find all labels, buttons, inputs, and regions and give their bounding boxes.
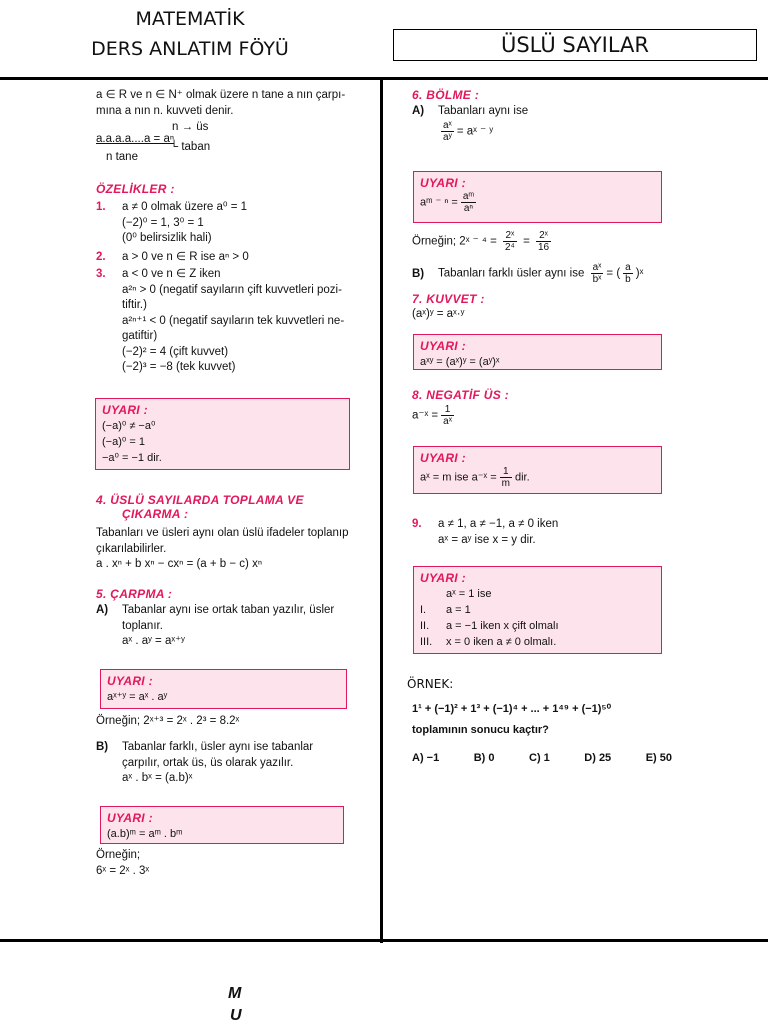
ornek-question-tail: toplamının sonucu kaçtır? xyxy=(412,724,549,736)
item-label: A) xyxy=(412,105,425,117)
fraction xyxy=(441,404,454,427)
warning-line: a = −1 iken x çift olmalı xyxy=(446,620,559,632)
warning-line: (−a)⁰ = 1 xyxy=(102,436,145,448)
section-6-title: 6. BÖLME : xyxy=(412,88,480,102)
formula-close: )ˣ xyxy=(635,267,644,280)
numerator: a xyxy=(625,262,631,273)
section-8-formula xyxy=(412,404,457,427)
diagram-base: └ taban xyxy=(170,141,211,153)
warning-box-2 xyxy=(100,669,347,709)
denominator: m xyxy=(501,478,510,489)
header-left xyxy=(0,4,380,64)
footer-letter: M xyxy=(228,985,242,1002)
body-line: Örneğin; xyxy=(96,849,141,861)
item-label: B) xyxy=(96,741,109,753)
warning-box-6 xyxy=(413,446,662,494)
item-label: A) xyxy=(96,604,109,616)
section-5a xyxy=(96,603,366,650)
property-3 xyxy=(96,267,366,376)
option-d: D) 25 xyxy=(584,752,612,764)
prop-line: (−2)³ = −8 (tek kuvvet) xyxy=(122,361,236,373)
body-line: Tabanları aynı ise xyxy=(438,105,529,117)
warning-title: UYARI : xyxy=(107,811,153,825)
formula-rhs: = aˣ ⁻ ʸ xyxy=(456,125,494,138)
property-1 xyxy=(96,200,366,247)
section-title-line: ÇIKARMA : xyxy=(122,507,189,521)
body-line: a . xⁿ + b xⁿ − cxⁿ = (a + b − c) xⁿ xyxy=(96,558,263,570)
body-line: Tabanlar aynı ise ortak taban yazılır, üsler xyxy=(122,604,335,616)
numerator: 2ˣ xyxy=(503,230,517,242)
example-3 xyxy=(412,230,554,253)
prop-number: 2. xyxy=(96,251,106,263)
section-5b xyxy=(96,740,366,787)
warning-line: (−a)⁰ ≠ −a⁰ xyxy=(102,420,156,432)
denominator: aⁿ xyxy=(463,203,474,214)
section-4-body xyxy=(96,526,366,573)
warning-line: aˣ = 1 ise xyxy=(446,588,492,600)
equals: = ( xyxy=(606,267,621,280)
formula-lhs: aˣ = m ise a⁻ˣ = xyxy=(420,471,497,484)
roman-numeral: I. xyxy=(420,604,427,616)
formula-lhs: Örneğin; 2ˣ ⁻ ⁴ = xyxy=(412,235,497,248)
fraction xyxy=(591,262,604,285)
body-line: aˣ . bˣ = (a.b)ˣ xyxy=(122,772,193,784)
prop-number: 1. xyxy=(96,201,106,213)
section-8-title: 8. NEGATİF ÜS : xyxy=(412,388,509,402)
option-a: A) −1 xyxy=(412,752,440,764)
fraction xyxy=(536,230,551,253)
denominator: b xyxy=(625,274,631,285)
warning-line: aˣ⁺ʸ = aˣ . aʸ xyxy=(107,691,168,703)
body-line: a ≠ 1, a ≠ −1, a ≠ 0 iken xyxy=(438,518,559,530)
prop-line: a²ⁿ > 0 (negatif sayıların çift kuvvetleri pozi- xyxy=(122,283,342,296)
equals: = xyxy=(523,235,530,248)
numerator: aˣ xyxy=(592,262,602,273)
body-line: çıkarılabilirler. xyxy=(96,542,167,555)
section-7-line: (aˣ)ʸ = aˣ·ʸ xyxy=(412,308,465,320)
denominator: aˣ xyxy=(443,416,452,427)
denominator: bˣ xyxy=(592,274,602,285)
warning-line: (a.b)ᵐ = aᵐ . bᵐ xyxy=(107,828,183,840)
warning-box-5 xyxy=(413,334,662,370)
option-e: E) 50 xyxy=(645,752,672,764)
section-6a-formula xyxy=(438,120,493,143)
warning-box-1 xyxy=(95,398,350,470)
property-2 xyxy=(96,250,366,266)
ornek-label: ÖRNEK: xyxy=(407,677,454,691)
prop-line: (−2)⁰ = 1, 3⁰ = 1 xyxy=(122,216,204,229)
warning-box-4 xyxy=(413,171,662,223)
warning-box-3 xyxy=(100,806,344,844)
body-line: toplanır. xyxy=(122,619,163,632)
body-line: Tabanları farklı üsler aynı ise xyxy=(438,267,585,280)
section-7-title: 7. KUVVET : xyxy=(412,292,485,306)
fraction xyxy=(461,191,476,214)
denominator: 16 xyxy=(537,242,550,253)
body-line: 6ˣ = 2ˣ . 3ˣ xyxy=(96,864,150,877)
warning-title: UYARI : xyxy=(420,571,466,585)
prop-line: (−2)² = 4 (çift kuvvet) xyxy=(122,345,229,358)
prop-line: a < 0 ve n ∈ Z iken xyxy=(122,268,221,280)
body-line: Tabanlar farklı, üsler aynı ise tabanlar xyxy=(122,741,314,753)
prop-line: a > 0 ve n ∈ R ise aⁿ > 0 xyxy=(122,251,249,263)
topic-box: ÜSLÜ SAYILAR xyxy=(393,29,757,61)
intro-line: mına a nın n. kuvveti denir. xyxy=(96,104,234,117)
denominator: aʸ xyxy=(443,132,452,143)
numerator: 1 xyxy=(441,404,454,416)
warning-line: x = 0 iken a ≠ 0 olmalı. xyxy=(446,636,557,648)
example-2 xyxy=(96,848,149,879)
denominator: 2⁴ xyxy=(505,242,515,253)
section-6a xyxy=(412,104,528,120)
fraction xyxy=(503,230,517,253)
diagram-arrow: n → üs xyxy=(172,121,209,133)
warning-title: UYARI : xyxy=(420,339,466,353)
footer-mark xyxy=(228,983,242,1027)
body-line: aˣ . aʸ = aˣ⁺ʸ xyxy=(122,635,185,647)
formula-rhs: dir. xyxy=(514,471,530,484)
warning-title: UYARI : xyxy=(107,674,153,688)
formula-lhs: a⁻ˣ = xyxy=(412,409,439,422)
numerator: 1 xyxy=(500,466,512,478)
formula-lhs: aᵐ ⁻ ⁿ = xyxy=(420,196,458,209)
section-title-line: 4. ÜSLÜ SAYILARDA TOPLAMA VE xyxy=(96,493,304,507)
top-divider xyxy=(0,77,768,80)
properties-title: ÖZELİKLER : xyxy=(96,182,175,196)
item-label: B) xyxy=(412,267,425,280)
warning-line: aˣʸ = (aˣ)ʸ = (aʸ)ˣ xyxy=(420,356,500,368)
body-line: aˣ = aʸ ise x = y dir. xyxy=(438,533,536,546)
intro-line: a ∈ R ve n ∈ N⁺ olmak üzere n tane a nın çarpı- xyxy=(96,89,346,101)
footer-letter: U xyxy=(230,1007,242,1024)
warning-box-7 xyxy=(413,566,662,654)
numerator: aᵐ xyxy=(462,191,475,202)
numerator: aˣ xyxy=(443,120,452,131)
column-divider xyxy=(380,77,383,943)
example-1: Örneğin; 2ˣ⁺³ = 2ˣ . 2³ = 8.2ˣ xyxy=(96,715,240,727)
prop-line: gatiftir) xyxy=(122,330,158,342)
warning-title: UYARI : xyxy=(102,403,148,417)
intro xyxy=(96,88,366,119)
warning-line: a = 1 xyxy=(446,604,471,616)
section-5-title: 5. ÇARPMA : xyxy=(96,587,173,601)
ornek-question: 1¹ + (−1)² + 1³ + (−1)⁴ + ... + 1⁴⁹ + (−1)⁵⁰ xyxy=(412,703,612,715)
prop-line: a ≠ 0 olmak üzere a⁰ = 1 xyxy=(122,201,248,213)
diagram-expr: a.a.a.a....a = aⁿ xyxy=(96,133,175,145)
item-label: 9. xyxy=(412,518,422,530)
roman-numeral: III. xyxy=(420,636,433,648)
section-6b xyxy=(412,262,643,285)
roman-numeral: II. xyxy=(420,620,430,632)
subtitle: DERS ANLATIM FÖYÜ xyxy=(91,38,289,60)
section-4-title xyxy=(96,493,304,521)
prop-line: a²ⁿ⁺¹ < 0 (negatif sayıların tek kuvvetleri ne- xyxy=(122,314,345,327)
body-line: çarpılır, ortak üs, üs olarak yazılır. xyxy=(122,756,294,769)
body-line: Tabanları ve üsleri aynı olan üslü ifadeler toplanıp xyxy=(96,527,349,539)
numerator: 2ˣ xyxy=(536,230,551,242)
fraction xyxy=(623,262,633,285)
warning-line: −a⁰ = −1 dir. xyxy=(102,452,162,464)
diagram-count: n tane xyxy=(106,151,138,163)
bottom-divider xyxy=(0,939,768,942)
option-c: C) 1 xyxy=(529,752,550,764)
warning-title: UYARI : xyxy=(420,176,466,190)
answer-options xyxy=(412,752,672,764)
fraction xyxy=(500,466,512,489)
warning-title: UYARI : xyxy=(420,451,466,465)
prop-line: (0⁰ belirsizlik hali) xyxy=(122,232,212,244)
option-b: B) 0 xyxy=(473,752,495,764)
section-9 xyxy=(412,517,558,548)
prop-number: 3. xyxy=(96,268,106,280)
prop-line: tiftir.) xyxy=(122,299,147,311)
subject-title: MATEMATİK xyxy=(135,8,245,30)
fraction xyxy=(441,120,454,143)
